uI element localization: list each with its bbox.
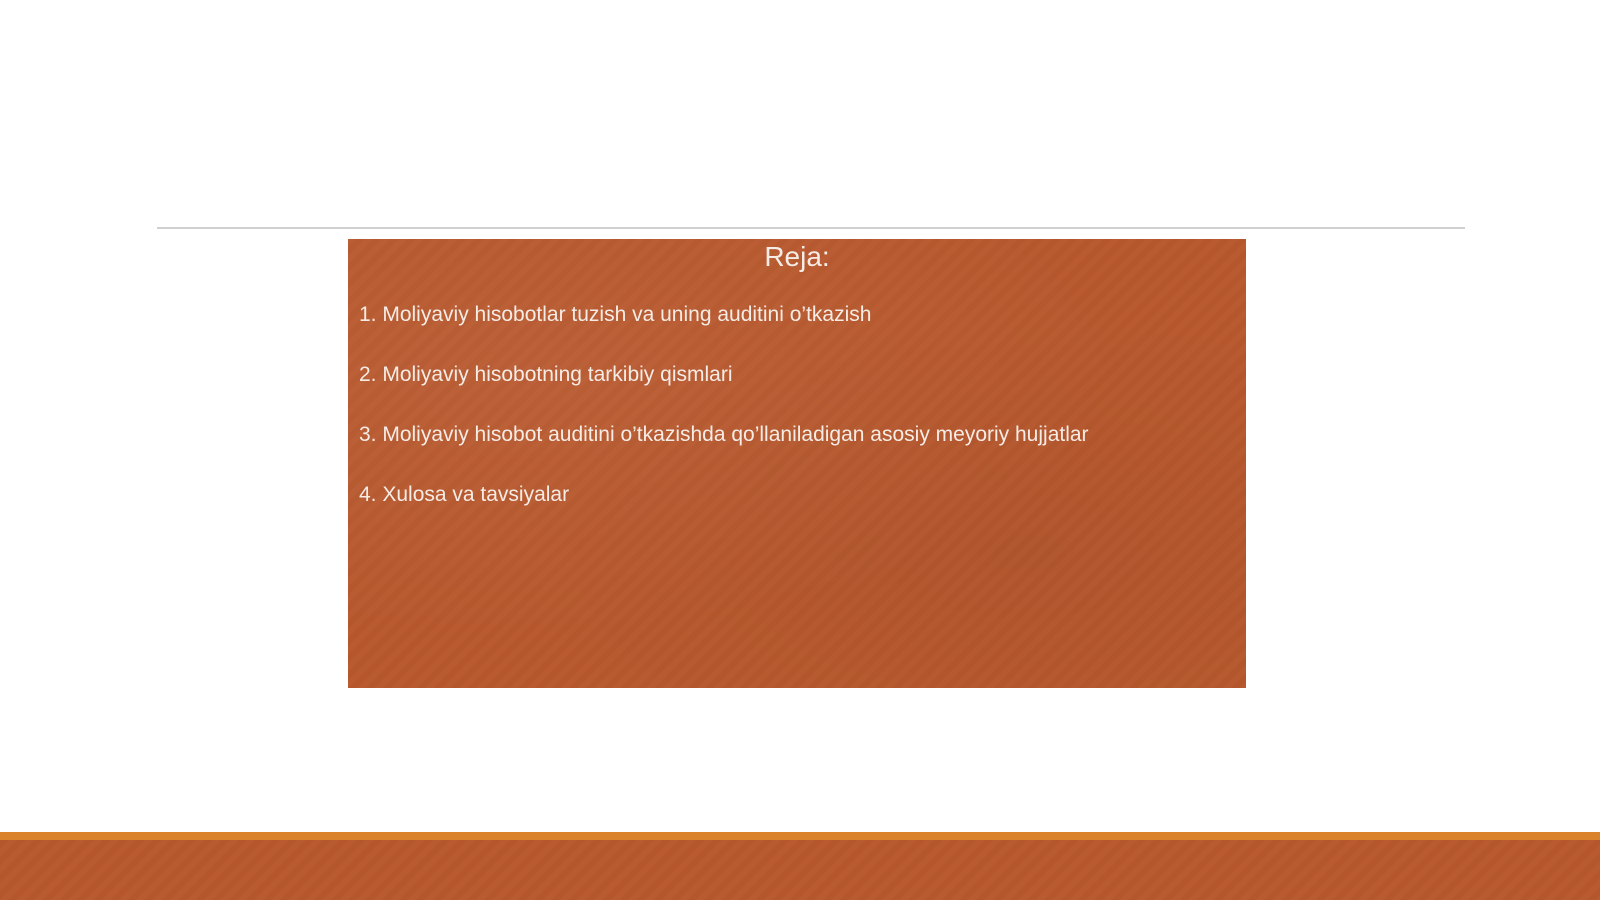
plan-item-3: 3. Moliyaviy hisobot auditini o’tkazishda qo’llaniladigan asosiy meyoriy hujjatlar (359, 423, 1089, 446)
plan-item-4: 4. Xulosa va tavsiyalar (359, 483, 570, 506)
divider-line (157, 227, 1465, 229)
plan-item-2: 2. Moliyaviy hisobotning tarkibiy qismlari (359, 363, 733, 386)
plan-title: Reja: (764, 241, 830, 272)
plan-item-1: 1. Moliyaviy hisobotlar tuzish va uning auditini o’tkazish (359, 303, 872, 326)
plan-list (359, 301, 1089, 541)
plan-box (348, 239, 1246, 688)
footer-accent-strip (0, 832, 1600, 840)
footer-band (0, 832, 1600, 900)
